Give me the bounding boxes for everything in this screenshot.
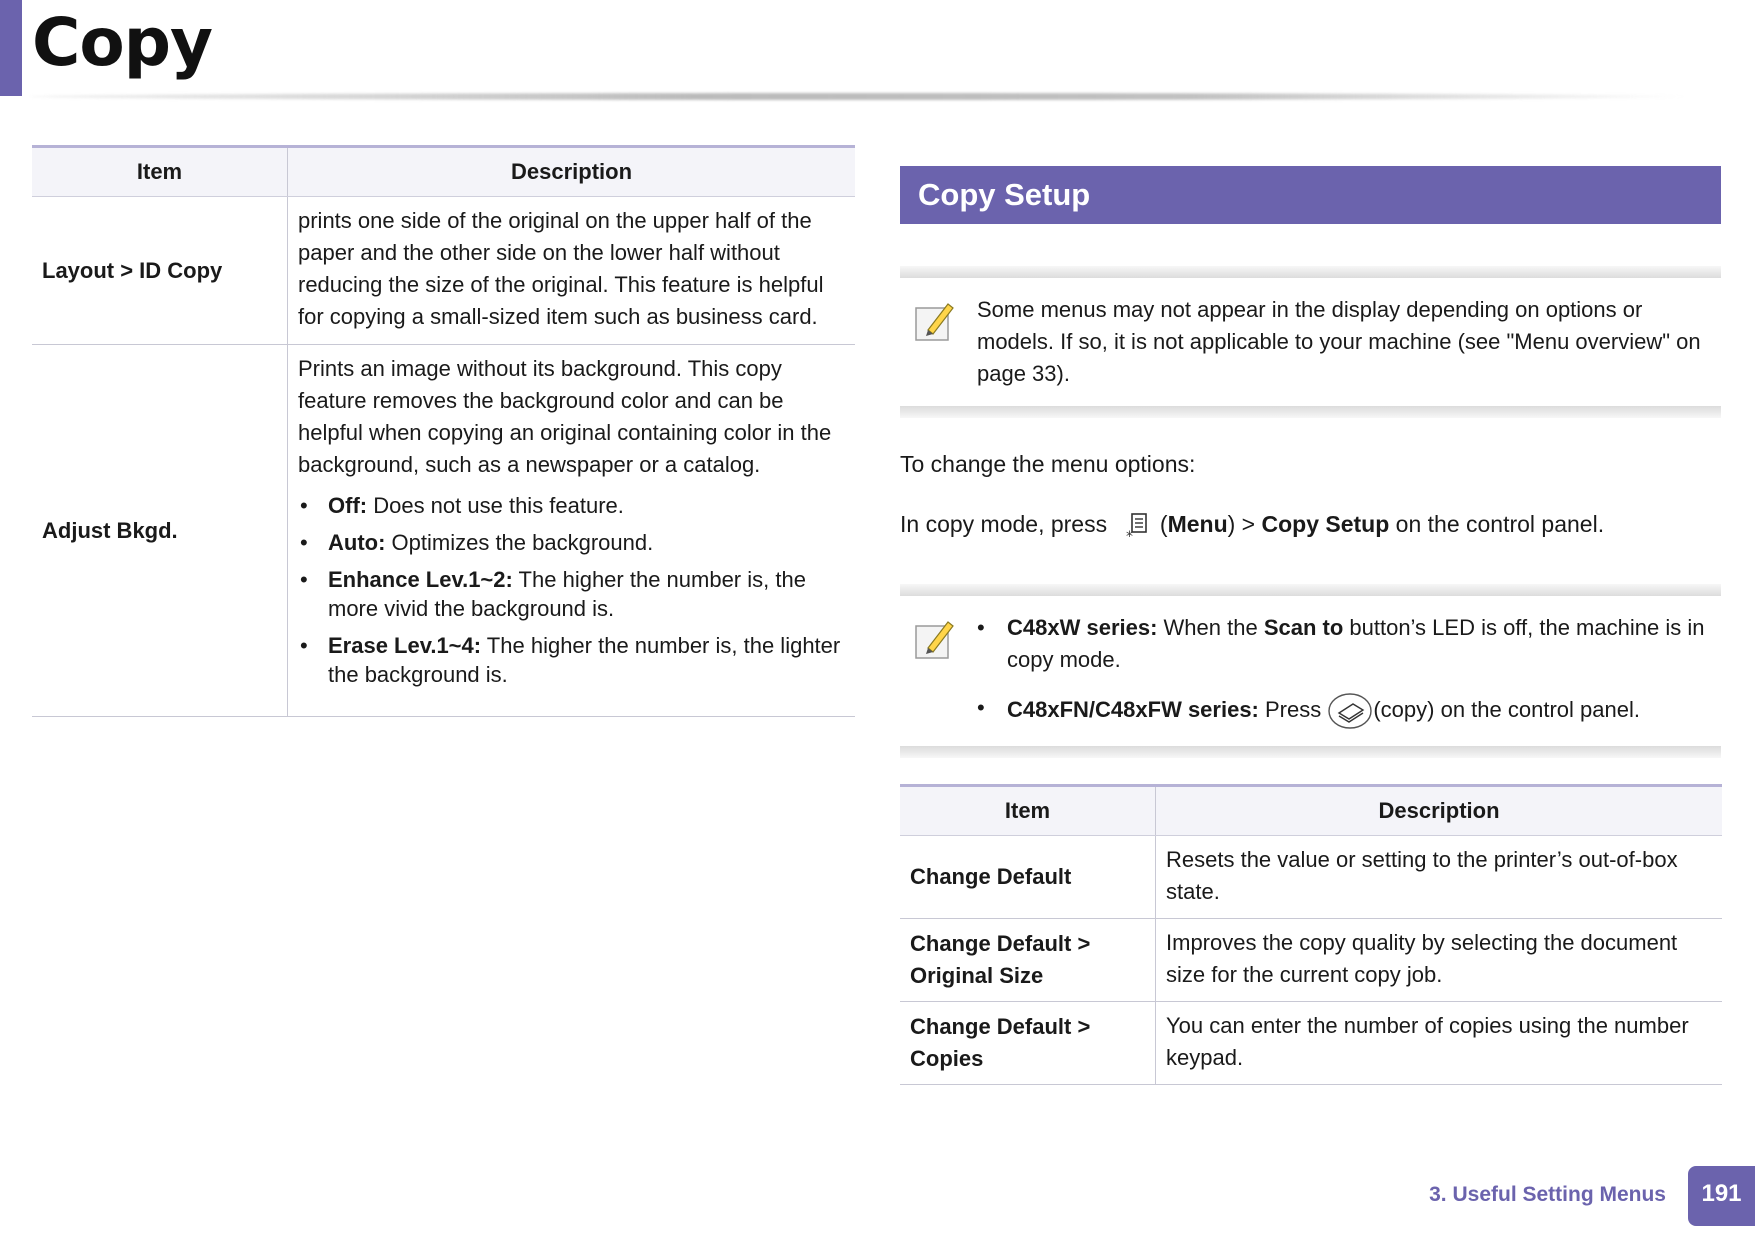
table-row	[32, 197, 855, 345]
list-item	[977, 692, 1713, 730]
note-top-border	[900, 584, 1721, 596]
menu-icon	[1114, 510, 1154, 542]
row-item-label-line: Change Default >	[910, 931, 1091, 956]
note-box	[900, 584, 1721, 758]
row-description: Resets the value or setting to the printer’s out-of-box state.	[1156, 836, 1723, 919]
svg-text:*: *	[1125, 528, 1133, 542]
note-top-border	[900, 266, 1721, 278]
title-divider	[30, 93, 1690, 100]
table-row	[900, 1002, 1722, 1085]
row-item-label-line: Change Default >	[910, 1014, 1091, 1039]
option-label: Off:	[328, 493, 368, 518]
row-item-label	[900, 919, 1156, 1002]
section-header-copy-setup: Copy Setup	[900, 166, 1721, 224]
table-row	[900, 836, 1722, 919]
option-label: Enhance Lev.1~2:	[328, 567, 513, 592]
option-text: The higher the number is, the more vivid the background is.	[328, 567, 806, 621]
menu-open: (	[1153, 511, 1168, 537]
row-description: prints one side of the original on the upper half of the paper and the other side on the lower half without reducing the size of the original. This feature is helpful for copying a small-sized item such as business card.	[288, 197, 856, 345]
series-label: C48xW series:	[1007, 615, 1158, 640]
row-description: Improves the copy quality by selecting the document size for the current copy job.	[1156, 919, 1723, 1002]
instruction-text	[900, 508, 1604, 542]
list-item	[298, 491, 843, 520]
copy-icon	[1327, 692, 1373, 730]
note-list	[977, 612, 1713, 730]
row-description	[288, 345, 856, 717]
note-bottom-border	[900, 406, 1721, 418]
column-header-item: Item	[32, 147, 288, 197]
list-item	[298, 631, 843, 689]
option-text: Does not use this feature.	[367, 493, 624, 518]
note-body	[900, 278, 1721, 406]
option-label: Auto:	[328, 530, 386, 555]
note-body	[900, 596, 1721, 746]
column-header-description: Description	[1156, 786, 1723, 836]
table-header-row	[32, 147, 855, 197]
footer-chapter: 3. Useful Setting Menus	[1429, 1183, 1666, 1206]
list-item	[298, 565, 843, 623]
note-pencil-icon	[914, 300, 956, 344]
note-text: (copy) on the control panel.	[1373, 696, 1640, 722]
option-list	[298, 491, 843, 689]
row-item-label	[900, 1002, 1156, 1085]
row-description-text: Prints an image without its background. This copy feature removes the background color and can be helpful when copying an original containing color in the background, such as a newspaper or a catalog.	[298, 356, 832, 477]
column-header-item: Item	[900, 786, 1156, 836]
row-description: You can enter the number of copies using the number keypad.	[1156, 1002, 1723, 1085]
note-box	[900, 266, 1721, 418]
column-header-description: Description	[288, 147, 856, 197]
table-row	[900, 919, 1722, 1002]
title-accent-bar	[0, 0, 22, 96]
option-label: Erase Lev.1~4:	[328, 633, 482, 658]
note-bottom-border	[900, 746, 1721, 758]
series-label: C48xFN/C48xFW series:	[1007, 696, 1259, 722]
instruction-suffix: on the control panel.	[1389, 511, 1605, 537]
copy-setup-label: Copy Setup	[1261, 511, 1390, 537]
menu-close: ) >	[1227, 511, 1262, 537]
right-description-table	[900, 784, 1722, 1085]
option-text: Optimizes the background.	[385, 530, 654, 555]
option-text: The higher the number is, the lighter the background is.	[328, 633, 841, 687]
note-text: Some menus may not appear in the display depending on options or models. If so, it is not applicable to your machine (see "Menu overview" on page 33).	[977, 297, 1701, 386]
note-text: When the	[1157, 615, 1264, 640]
row-item-label: Change Default	[900, 836, 1156, 919]
scan-to-label: Scan to	[1263, 615, 1344, 640]
instruction-prefix: In copy mode, press	[900, 511, 1108, 537]
row-item-label: Layout > ID Copy	[32, 197, 288, 345]
list-item	[298, 528, 843, 557]
note-text: button’s LED is off, the machine is in copy mode.	[1007, 615, 1705, 672]
note-text: Press	[1258, 696, 1328, 722]
list-item	[977, 612, 1713, 676]
table-header-row	[900, 786, 1722, 836]
page-number-badge: 191	[1688, 1166, 1755, 1226]
menu-label: Menu	[1167, 511, 1228, 537]
page-title: Copy	[32, 4, 213, 81]
intro-text: To change the menu options:	[900, 451, 1196, 477]
row-item-label-line: Original Size	[910, 963, 1044, 988]
row-item-label: Adjust Bkgd.	[32, 345, 288, 717]
row-item-label-line: Copies	[910, 1046, 984, 1071]
note-pencil-icon	[914, 618, 956, 662]
left-description-table	[32, 145, 855, 717]
table-row	[32, 345, 855, 717]
